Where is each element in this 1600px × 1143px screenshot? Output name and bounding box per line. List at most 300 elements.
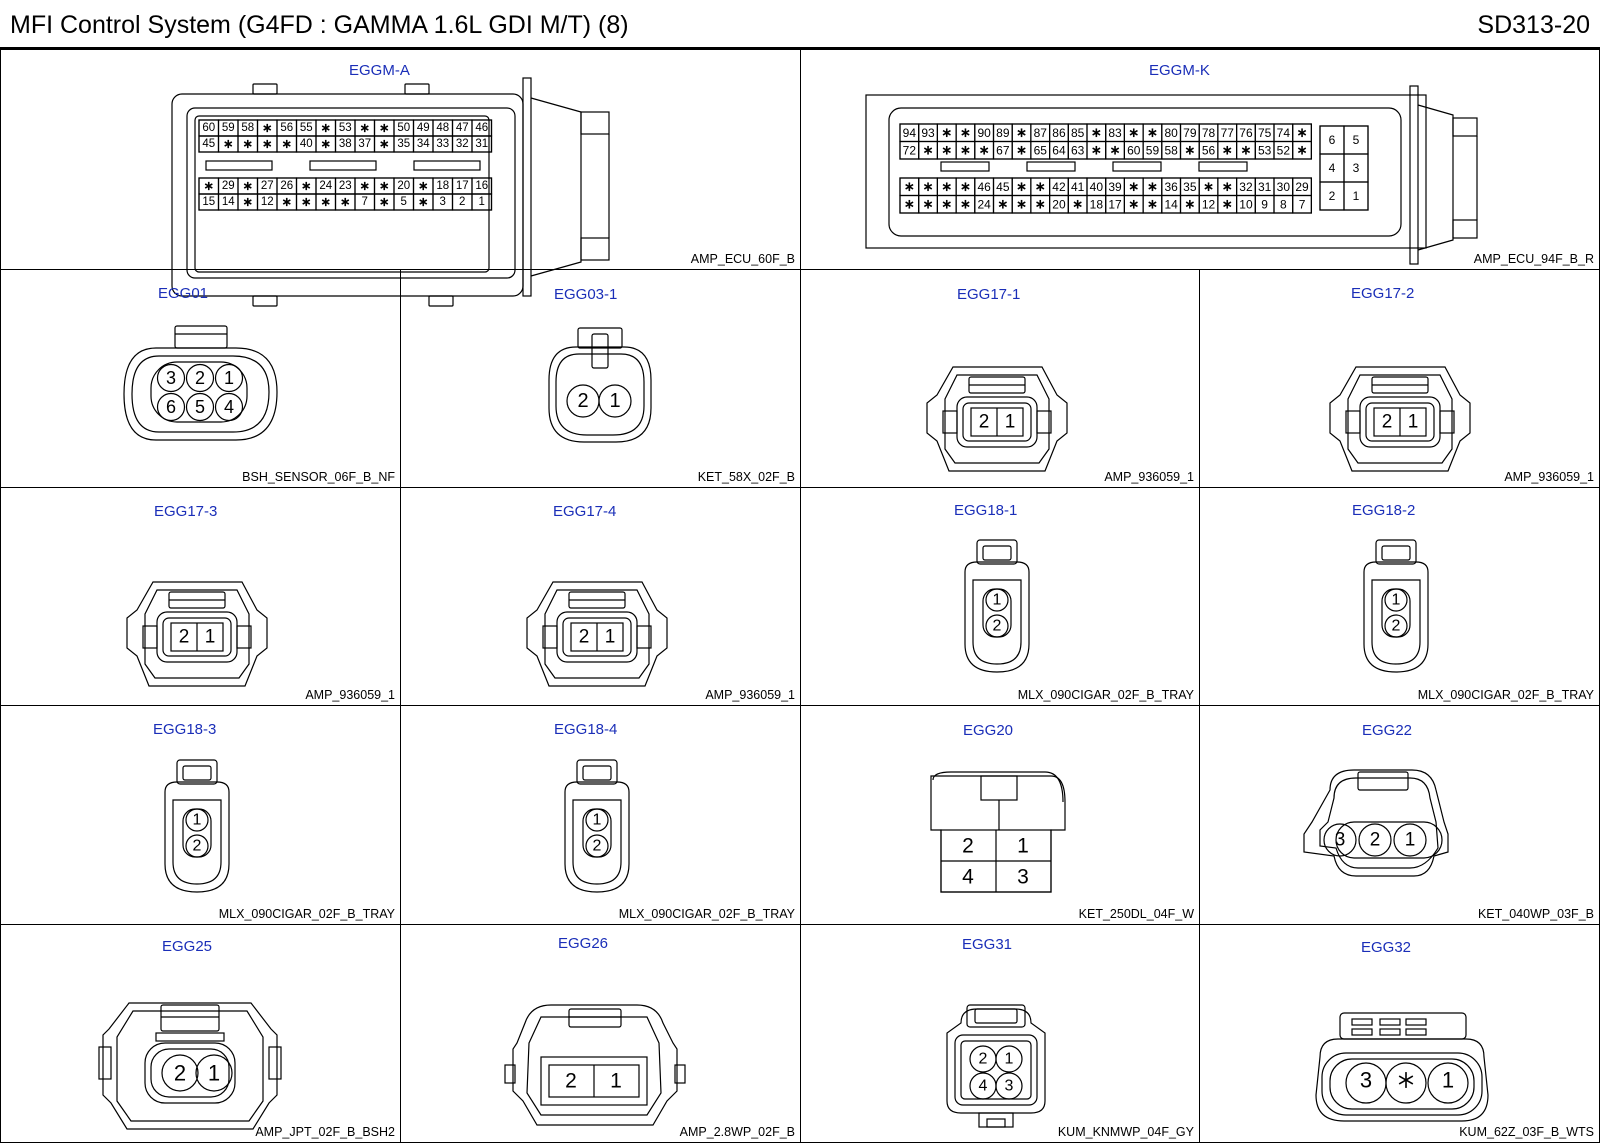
pin-label: 72 <box>902 143 917 158</box>
pin-label: 17 <box>455 180 469 192</box>
blank-pin-marker <box>205 182 212 190</box>
pin-label: 1 <box>1004 411 1016 433</box>
blank-pin-marker <box>906 200 913 209</box>
connector-cell-egg20 <box>801 706 1200 925</box>
connector-cell-egg31 <box>801 925 1200 1143</box>
pin-label: 1 <box>223 368 235 388</box>
blank-pin-marker <box>264 124 271 132</box>
connector-part-number: AMP_ECU_60F_B <box>690 252 795 266</box>
blank-pin-marker <box>1224 200 1231 209</box>
pin-label: 58 <box>1164 143 1178 158</box>
connector-name: EGG17-2 <box>1351 285 1415 302</box>
connector-latch <box>583 766 611 780</box>
pin-label: 18 <box>436 180 450 192</box>
connector-name: EGGM-K <box>1149 62 1210 79</box>
pin-label: 49 <box>416 122 430 134</box>
blank-pin-marker <box>1224 182 1231 191</box>
pin-label: 40 <box>299 138 313 150</box>
connector-drawing <box>801 270 1200 488</box>
pin-label: 41 <box>1070 179 1085 194</box>
blank-pin-marker <box>1037 182 1044 191</box>
connector-name: EGG17-3 <box>154 503 218 520</box>
connector-part-number: AMP_936059_1 <box>1104 470 1194 484</box>
pin-label: 3 <box>1359 1067 1373 1093</box>
connector-cell-egg18-2 <box>1200 488 1600 706</box>
blank-pin-marker <box>283 198 290 206</box>
pin-label: 2 <box>178 626 190 648</box>
connector-cell-egg18-1 <box>801 488 1200 706</box>
connector-drawing <box>401 270 801 488</box>
pin-label: 35 <box>397 138 411 150</box>
pin-label: 48 <box>436 122 450 134</box>
pin-label: 67 <box>996 143 1010 158</box>
pin-label: 46 <box>475 122 489 134</box>
pin-label: 4 <box>1328 161 1336 175</box>
connector-name: EGGM-A <box>349 62 410 79</box>
pin-label: 1 <box>609 390 621 412</box>
pin-label: 3 <box>1334 829 1346 851</box>
blank-pin-marker <box>1298 146 1305 155</box>
blank-pin-marker <box>322 124 329 132</box>
pin-label: 59 <box>221 122 235 134</box>
pin-label: 2 <box>194 368 206 388</box>
pin-label: 36 <box>1164 179 1178 194</box>
pin-label: 29 <box>221 180 235 192</box>
outline-shape <box>987 1119 1005 1127</box>
outline-shape <box>941 162 989 171</box>
connector-part-number: MLX_090CIGAR_02F_B_TRAY <box>618 907 795 921</box>
connector-part-number: AMP_2.8WP_02F_B <box>679 1125 795 1139</box>
connector-part-number: MLX_090CIGAR_02F_B_TRAY <box>218 907 395 921</box>
pin-label: 4 <box>978 1077 988 1095</box>
pin-label: 52 <box>1276 143 1291 158</box>
blank-pin-marker <box>1205 182 1212 191</box>
pin-label: 1 <box>1404 829 1416 851</box>
pin-label: 1 <box>1004 1050 1014 1068</box>
blank-pin-marker <box>1298 128 1305 137</box>
connector-name: EGG18-1 <box>954 502 1018 519</box>
pin-label: 65 <box>1033 143 1047 158</box>
outline-shape <box>955 1035 1037 1105</box>
connector-drawing <box>401 706 801 925</box>
pin-label: 30 <box>1276 179 1291 194</box>
blank-pin-marker <box>1018 200 1025 209</box>
blank-pin-marker <box>342 198 349 206</box>
pin-label: 4 <box>223 397 235 417</box>
pin-label: 1 <box>1352 189 1360 203</box>
connector-cell-egg03-1 <box>401 270 801 488</box>
connector-drawing <box>1 925 401 1143</box>
pin-label: 47 <box>455 122 469 134</box>
pin-label: 2 <box>577 390 589 412</box>
pin-label: 1 <box>192 811 202 829</box>
pin-label: 4 <box>962 865 974 889</box>
outline-shape <box>578 328 622 348</box>
pin-label: 2 <box>192 837 202 855</box>
pin-label: 14 <box>221 196 235 208</box>
pin-label: 1 <box>204 626 216 648</box>
blank-pin-marker <box>381 198 388 206</box>
pin-label: 94 <box>902 125 917 140</box>
pin-label: 3 <box>439 196 446 208</box>
page-title: MFI Control System (G4FD : GAMMA 1.6L GDI M/T) (8) <box>10 11 629 39</box>
pin-label: 26 <box>280 180 294 192</box>
outline-shape <box>1113 162 1161 171</box>
pin-label: 80 <box>1164 125 1178 140</box>
blank-pin-marker <box>1130 200 1137 209</box>
connector-part-number: KET_040WP_03F_B <box>1477 907 1594 921</box>
pin-label: 42 <box>1052 179 1066 194</box>
outline-shape <box>206 161 272 170</box>
blank-pin-marker <box>1093 146 1100 155</box>
pin-label: 45 <box>996 179 1010 194</box>
blank-pin-marker <box>225 140 232 148</box>
connector-cell-egg22 <box>1200 706 1600 925</box>
pin-label: 14 <box>1164 197 1178 212</box>
connector-part-number: MLX_090CIGAR_02F_B_TRAY <box>1417 688 1594 702</box>
ecu-connector-drawing <box>801 50 1600 270</box>
blank-pin-marker <box>1399 1072 1413 1088</box>
outline-shape <box>175 326 227 348</box>
outline-shape <box>1320 778 1438 868</box>
blank-pin-marker <box>420 182 427 190</box>
connector-hood <box>1418 105 1453 250</box>
pin-label: 78 <box>1201 125 1216 140</box>
pin-label: 2 <box>1381 411 1393 433</box>
outline-shape <box>310 161 376 170</box>
pin-label: 1 <box>1441 1067 1455 1093</box>
outline-shape <box>1027 162 1075 171</box>
pin-label: 93 <box>921 125 935 140</box>
blank-pin-marker <box>244 198 251 206</box>
connector-name: EGG25 <box>162 938 213 955</box>
connector-cell-egg25 <box>0 925 401 1143</box>
pin-label: 37 <box>358 138 372 150</box>
pin-label: 2 <box>992 617 1002 635</box>
connector-drawing <box>1 706 401 925</box>
blank-pin-marker <box>1018 146 1025 155</box>
connector-drawing <box>1200 925 1600 1143</box>
pin-label: 6 <box>1328 133 1336 147</box>
outline-shape <box>1352 1029 1372 1035</box>
connector-drawing <box>401 925 801 1143</box>
pin-label: 1 <box>1407 411 1419 433</box>
connector-drawing <box>1 488 401 706</box>
pin-label: 2 <box>978 1050 988 1068</box>
pin-label: 18 <box>1089 197 1104 212</box>
blank-pin-marker <box>1224 146 1231 155</box>
pin-label: 33 <box>436 138 450 150</box>
blank-pin-marker <box>420 198 427 206</box>
connector-drawing <box>1 270 401 488</box>
blank-pin-marker <box>962 146 969 155</box>
blank-pin-marker <box>1149 182 1156 191</box>
outline-shape <box>979 1113 1013 1127</box>
pin-label: 12 <box>260 196 274 208</box>
outline-shape <box>99 1047 111 1079</box>
connector-part-number: KET_250DL_04F_W <box>1078 907 1194 921</box>
pin-label: 8 <box>1280 197 1287 212</box>
pin-label: 27 <box>260 180 274 192</box>
connector-name: EGG18-3 <box>153 721 217 738</box>
blank-pin-marker <box>1018 182 1025 191</box>
pin-label: 85 <box>1070 125 1085 140</box>
pin-label: 1 <box>992 591 1002 609</box>
pin-label: 32 <box>1239 179 1253 194</box>
connector-drawing <box>1200 488 1600 706</box>
blank-pin-marker <box>906 182 913 191</box>
blank-pin-marker <box>999 200 1006 209</box>
pin-label: 15 <box>202 196 216 208</box>
blank-pin-marker <box>303 198 310 206</box>
pin-label: 76 <box>1239 125 1253 140</box>
connector-cell-eggm-k <box>801 50 1600 270</box>
connector-latch <box>1358 772 1408 790</box>
blank-pin-marker <box>361 124 368 132</box>
outline-shape <box>1453 220 1477 238</box>
blank-pin-marker <box>361 182 368 190</box>
blank-pin-marker <box>283 140 290 148</box>
pin-label: 56 <box>280 122 294 134</box>
outline-shape <box>1406 1019 1426 1025</box>
outline-shape <box>161 1005 219 1031</box>
blank-pin-marker <box>322 140 329 148</box>
blank-pin-marker <box>244 182 251 190</box>
outline-shape <box>581 238 609 260</box>
connector-name: EGG03-1 <box>554 286 618 303</box>
outline-shape <box>1406 1029 1426 1035</box>
pin-label: 29 <box>1295 179 1309 194</box>
connector-cell-egg17-2 <box>1200 270 1600 488</box>
connector-part-number: AMP_936059_1 <box>305 688 395 702</box>
pin-label: 56 <box>1201 143 1216 158</box>
blank-pin-marker <box>303 182 310 190</box>
pin-label: 53 <box>1257 143 1272 158</box>
pin-label: 2 <box>592 837 602 855</box>
blank-pin-marker <box>924 200 931 209</box>
connector-name: EGG17-4 <box>553 503 617 520</box>
connector-latch <box>183 766 211 780</box>
connector-part-number: AMP_936059_1 <box>705 688 795 702</box>
connector-grid <box>0 50 1600 1143</box>
connector-hood <box>531 98 581 276</box>
pin-label: 1 <box>1391 591 1401 609</box>
pin-label: 3 <box>165 368 177 388</box>
pin-label: 60 <box>202 122 216 134</box>
pin-label: 17 <box>1108 197 1122 212</box>
blank-pin-marker <box>1186 200 1193 209</box>
pin-label: 31 <box>1257 179 1272 194</box>
document-id: SD313-20 <box>1477 11 1590 39</box>
blank-pin-marker <box>924 182 931 191</box>
pin-label: 24 <box>977 197 991 212</box>
pin-label: 5 <box>194 397 206 417</box>
blank-pin-marker <box>1037 200 1044 209</box>
pin-label: 58 <box>241 122 255 134</box>
pin-label: 20 <box>397 180 411 192</box>
pin-label: 1 <box>478 196 485 208</box>
pin-label: 64 <box>1052 143 1066 158</box>
connector-name: EGG20 <box>963 722 1014 739</box>
blank-pin-marker <box>381 182 388 190</box>
pin-label: 59 <box>1145 143 1160 158</box>
pin-label: 2 <box>1391 617 1401 635</box>
blank-pin-marker <box>1130 182 1137 191</box>
connector-cell-egg17-3 <box>0 488 401 706</box>
pin-label: 7 <box>361 196 368 208</box>
outline-shape <box>253 84 277 94</box>
connector-part-number: KET_58X_02F_B <box>697 470 795 484</box>
blank-pin-marker <box>980 146 987 155</box>
pin-label: 2 <box>459 196 466 208</box>
page-header <box>0 0 1600 50</box>
connector-cell-eggm-a <box>0 50 801 270</box>
connector-face <box>889 108 1401 236</box>
connector-cell-egg18-3 <box>0 706 401 925</box>
outline-shape <box>156 1033 224 1041</box>
pin-label: 79 <box>1183 125 1197 140</box>
blank-pin-marker <box>381 124 388 132</box>
outline-shape <box>967 1005 1025 1027</box>
connector-drawing <box>801 706 1200 925</box>
blank-pin-marker <box>943 146 950 155</box>
pin-label: 74 <box>1276 125 1291 140</box>
blank-pin-marker <box>1074 200 1081 209</box>
pin-label: 3 <box>1017 865 1029 889</box>
pin-label: 1 <box>604 626 616 648</box>
connector-name: EGG22 <box>1362 722 1413 739</box>
pin-label: 87 <box>1033 125 1047 140</box>
connector-latch <box>981 776 1017 800</box>
blank-pin-marker <box>943 128 950 137</box>
blank-pin-marker <box>1018 128 1025 137</box>
blank-pin-marker <box>962 128 969 137</box>
connector-name: EGG26 <box>558 935 609 952</box>
pin-label: 2 <box>1328 189 1336 203</box>
pin-label: 38 <box>338 138 352 150</box>
pin-label: 24 <box>319 180 333 192</box>
pin-label: 6 <box>165 397 177 417</box>
outline-shape <box>405 84 429 94</box>
connector-cell-egg26 <box>401 925 801 1143</box>
pin-label: 1 <box>1017 834 1029 858</box>
pin-label: 39 <box>1108 179 1122 194</box>
connector-cell-egg32 <box>1200 925 1600 1143</box>
connector-name: EGG01 <box>158 285 209 302</box>
outline-shape <box>569 1009 621 1027</box>
blank-pin-marker <box>924 146 931 155</box>
connector-latch <box>1382 546 1410 560</box>
connector-housing <box>103 1003 277 1129</box>
connector-latch <box>523 78 531 296</box>
pin-label: 50 <box>397 122 411 134</box>
blank-pin-marker <box>1242 146 1249 155</box>
outline-shape <box>1199 162 1247 171</box>
connector-name: EGG18-4 <box>554 721 618 738</box>
pin-label: 2 <box>565 1069 577 1093</box>
pin-label: 46 <box>977 179 991 194</box>
outline-shape <box>117 1011 263 1121</box>
connector-name: EGG17-1 <box>957 286 1021 303</box>
blank-pin-marker <box>943 182 950 191</box>
blank-pin-marker <box>322 198 329 206</box>
pin-label: 20 <box>1052 197 1066 212</box>
pin-label: 2 <box>1369 829 1381 851</box>
pin-label: 7 <box>1298 197 1306 212</box>
blank-pin-marker <box>1149 128 1156 137</box>
blank-pin-marker <box>1186 146 1193 155</box>
pin-label: 2 <box>173 1060 187 1086</box>
pin-label: 3 <box>1352 161 1360 175</box>
connector-part-number: MLX_090CIGAR_02F_B_TRAY <box>1017 688 1194 702</box>
pin-label: 1 <box>207 1060 221 1086</box>
blank-pin-marker <box>962 200 969 209</box>
pin-label: 5 <box>1352 133 1360 147</box>
connector-latch <box>975 1009 1017 1023</box>
pin-label: 75 <box>1257 125 1272 140</box>
pin-label: 83 <box>1108 125 1122 140</box>
pin-label: 60 <box>1127 143 1141 158</box>
blank-pin-marker <box>264 140 271 148</box>
blank-pin-marker <box>962 182 969 191</box>
pin-label: 23 <box>338 180 352 192</box>
pin-label: 89 <box>996 125 1010 140</box>
pin-label: 1 <box>610 1069 622 1093</box>
pin-label: 34 <box>416 138 430 150</box>
connector-cell-egg17-1 <box>801 270 1200 488</box>
outline-shape <box>1380 1029 1400 1035</box>
connector-drawing <box>801 488 1200 706</box>
connector-drawing <box>401 488 801 706</box>
pin-label: 16 <box>475 180 489 192</box>
pin-label: 9 <box>1261 197 1268 212</box>
connector-part-number: KUM_62Z_03F_B_WTS <box>1459 1125 1594 1139</box>
connector-latch <box>1410 86 1418 264</box>
connector-part-number: AMP_936059_1 <box>1504 470 1594 484</box>
pin-label: 90 <box>977 125 991 140</box>
connector-drawing <box>801 925 1200 1143</box>
connector-drawing <box>1200 706 1600 925</box>
pin-label: 2 <box>962 834 974 858</box>
connector-part-number: KUM_KNMWP_04F_GY <box>1057 1125 1194 1139</box>
outline-shape <box>1352 1019 1372 1025</box>
pin-area <box>961 1041 1031 1099</box>
blank-pin-marker <box>1130 128 1137 137</box>
pin-label: 40 <box>1089 179 1104 194</box>
pin-label: 31 <box>475 138 489 150</box>
pin-label: 63 <box>1070 143 1085 158</box>
outline-shape <box>1380 1019 1400 1025</box>
pin-label: 35 <box>1183 179 1197 194</box>
outline-shape <box>269 1047 281 1079</box>
connector-drawing <box>1200 270 1600 488</box>
blank-pin-marker <box>1111 146 1118 155</box>
pin-label: 2 <box>978 411 990 433</box>
pin-label: 1 <box>592 811 602 829</box>
pin-label: 10 <box>1239 197 1253 212</box>
connector-name: EGG18-2 <box>1352 502 1416 519</box>
pin-label: 53 <box>338 122 352 134</box>
pin-label: 12 <box>1201 197 1216 212</box>
outline-shape <box>581 112 609 134</box>
pin-label: 45 <box>202 138 216 150</box>
connector-latch <box>592 334 608 368</box>
pin-label: 3 <box>1004 1077 1014 1095</box>
blank-pin-marker <box>381 140 388 148</box>
blank-pin-marker <box>244 140 251 148</box>
outline-shape <box>1453 118 1477 136</box>
connector-cell-egg17-4 <box>401 488 801 706</box>
